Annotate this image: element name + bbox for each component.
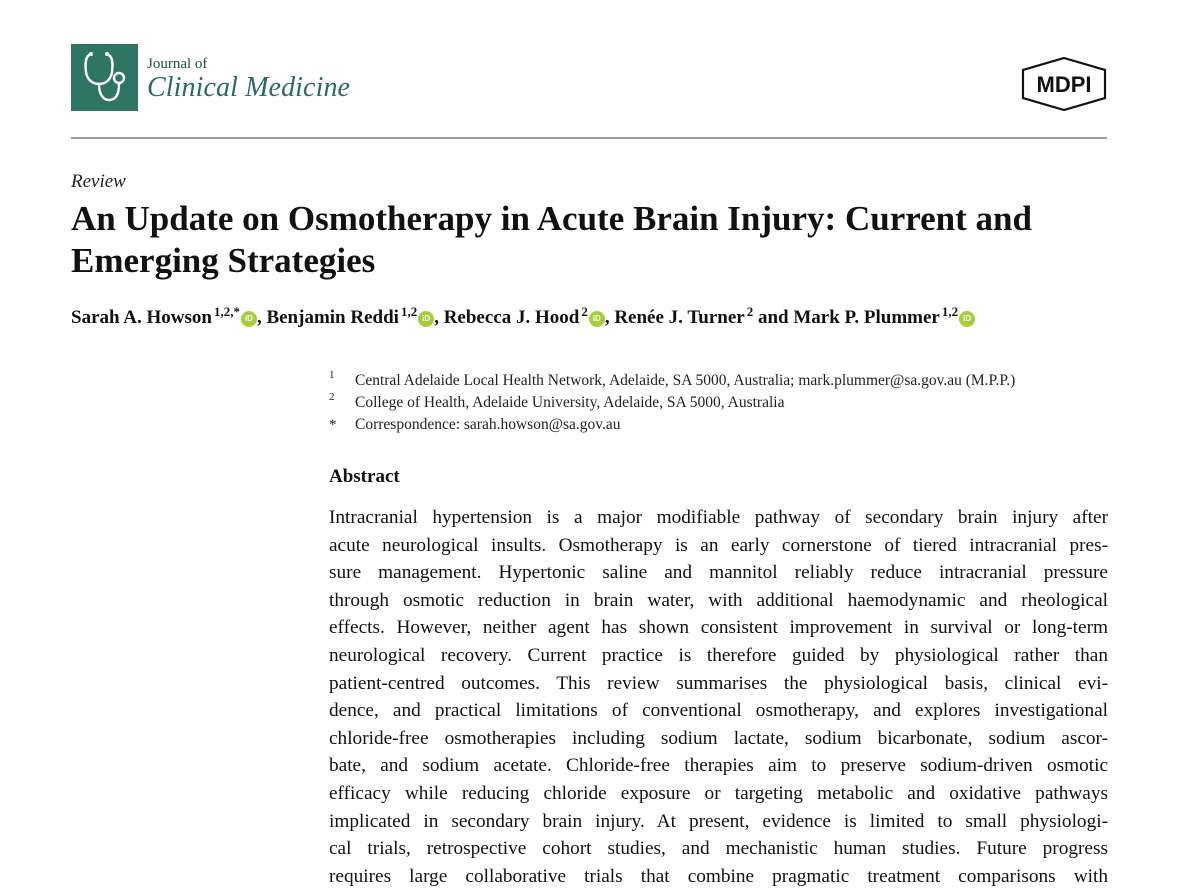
abstract-line: sure management. Hypertonic saline and mannitol reliably reduce intracranial pressure [329, 562, 1108, 584]
abstract-heading: Abstract [329, 466, 400, 487]
abstract-line: through osmotic reduction in brain water, with additional haemodynamic and rheological [329, 589, 1108, 611]
header-divider [71, 137, 1107, 139]
author-affiliation-marker: 2 [581, 304, 588, 319]
abstract-line: Intracranial hypertension is a major modifiable pathway of secondary brain injury after [329, 507, 1108, 528]
abstract-line: patient-centred outcomes. This review summarises the physiological basis, clinical evi- [329, 672, 1108, 694]
abstract-line: neurological recovery. Current practice is therefore guided by physiological rather than [329, 644, 1108, 666]
article-title [71, 198, 1131, 282]
affiliation-text: College of Health, Adelaide University, Adelaide, SA 5000, Australia [355, 394, 785, 411]
article-type: Review [71, 171, 126, 192]
author-name[interactable]: Rebecca J. Hood [443, 307, 580, 328]
title-line: An Update on Osmotherapy in Acute Brain Injury: Current and [71, 199, 1032, 238]
abstract-line: implicated in secondary brain injury. At present, evidence is limited to small physiologi- [329, 810, 1108, 832]
orcid-icon[interactable]: iD [589, 311, 605, 327]
author-affiliation-marker: 1,2,* [213, 304, 240, 319]
orcid-icon[interactable]: iD [418, 311, 434, 327]
orcid-icon[interactable]: iD [241, 311, 257, 327]
journal-name-line2: Clinical Medicine [147, 72, 351, 103]
correspondence-text: Correspondence: sarah.howson@sa.gov.au [355, 416, 621, 433]
author-separator: , [434, 307, 444, 328]
abstract-line: chloride-free osmotherapies including sodium lactate, sodium bicarbonate, sodium ascor- [329, 727, 1108, 749]
author-name[interactable]: Renée J. Turner [614, 307, 745, 328]
publisher-logo [1021, 56, 1107, 112]
abstract-line: dence, and practical limitations of conventional osmotherapy, and explores investigational [329, 700, 1108, 722]
abstract-line: cal trials, retrospective cohort studies, and mechanistic human studies. Future progress [329, 838, 1108, 860]
correspondence-marker: * [329, 417, 337, 433]
journal-name-line1: Journal of [147, 56, 208, 72]
orcid-icon[interactable]: iD [959, 311, 975, 327]
title-line: Emerging Strategies [71, 241, 376, 280]
affiliation-marker: 2 [329, 391, 335, 403]
abstract-line: requires large collaborative trials that combine pragmatic treatment comparisons with [329, 865, 1108, 887]
affiliation-text: Central Adelaide Local Health Network, Adelaide, SA 5000, Australia; mark.plummer@sa.gov.au (M.P.P.) [355, 372, 1016, 389]
author-separator: , [604, 307, 615, 328]
abstract-line: effects. However, neither agent has shown consistent improvement in survival or long-term [329, 617, 1108, 639]
abstract-body [329, 504, 1108, 890]
author-name[interactable]: Mark P. Plummer [793, 307, 940, 328]
author-affiliation-marker: 1,2 [400, 304, 418, 319]
journal-logo [71, 44, 138, 111]
author-affiliation-marker: 2 [746, 304, 754, 319]
author-name[interactable]: Sarah A. Howson [71, 307, 212, 328]
abstract-line: efficacy while reducing chloride exposure or targeting metabolic and oxidative pathways [329, 782, 1108, 804]
author-separator: and [753, 307, 794, 328]
abstract-line: bate, and sodium acetate. Chloride-free therapies aim to preserve sodium-driven osmotic [329, 755, 1108, 777]
author-separator: , [256, 307, 267, 328]
publisher-logo-text: MDPI [1036, 72, 1092, 97]
abstract-line: acute neurological insults. Osmotherapy is an early cornerstone of tiered intracranial pres- [329, 534, 1108, 556]
journal-header [71, 44, 1107, 114]
author-list [71, 304, 975, 329]
author-name[interactable]: Benjamin Reddi [266, 307, 399, 328]
affiliation-marker: 1 [329, 369, 335, 381]
stethoscope-icon [71, 44, 138, 111]
author-affiliation-marker: 1,2 [941, 304, 959, 319]
